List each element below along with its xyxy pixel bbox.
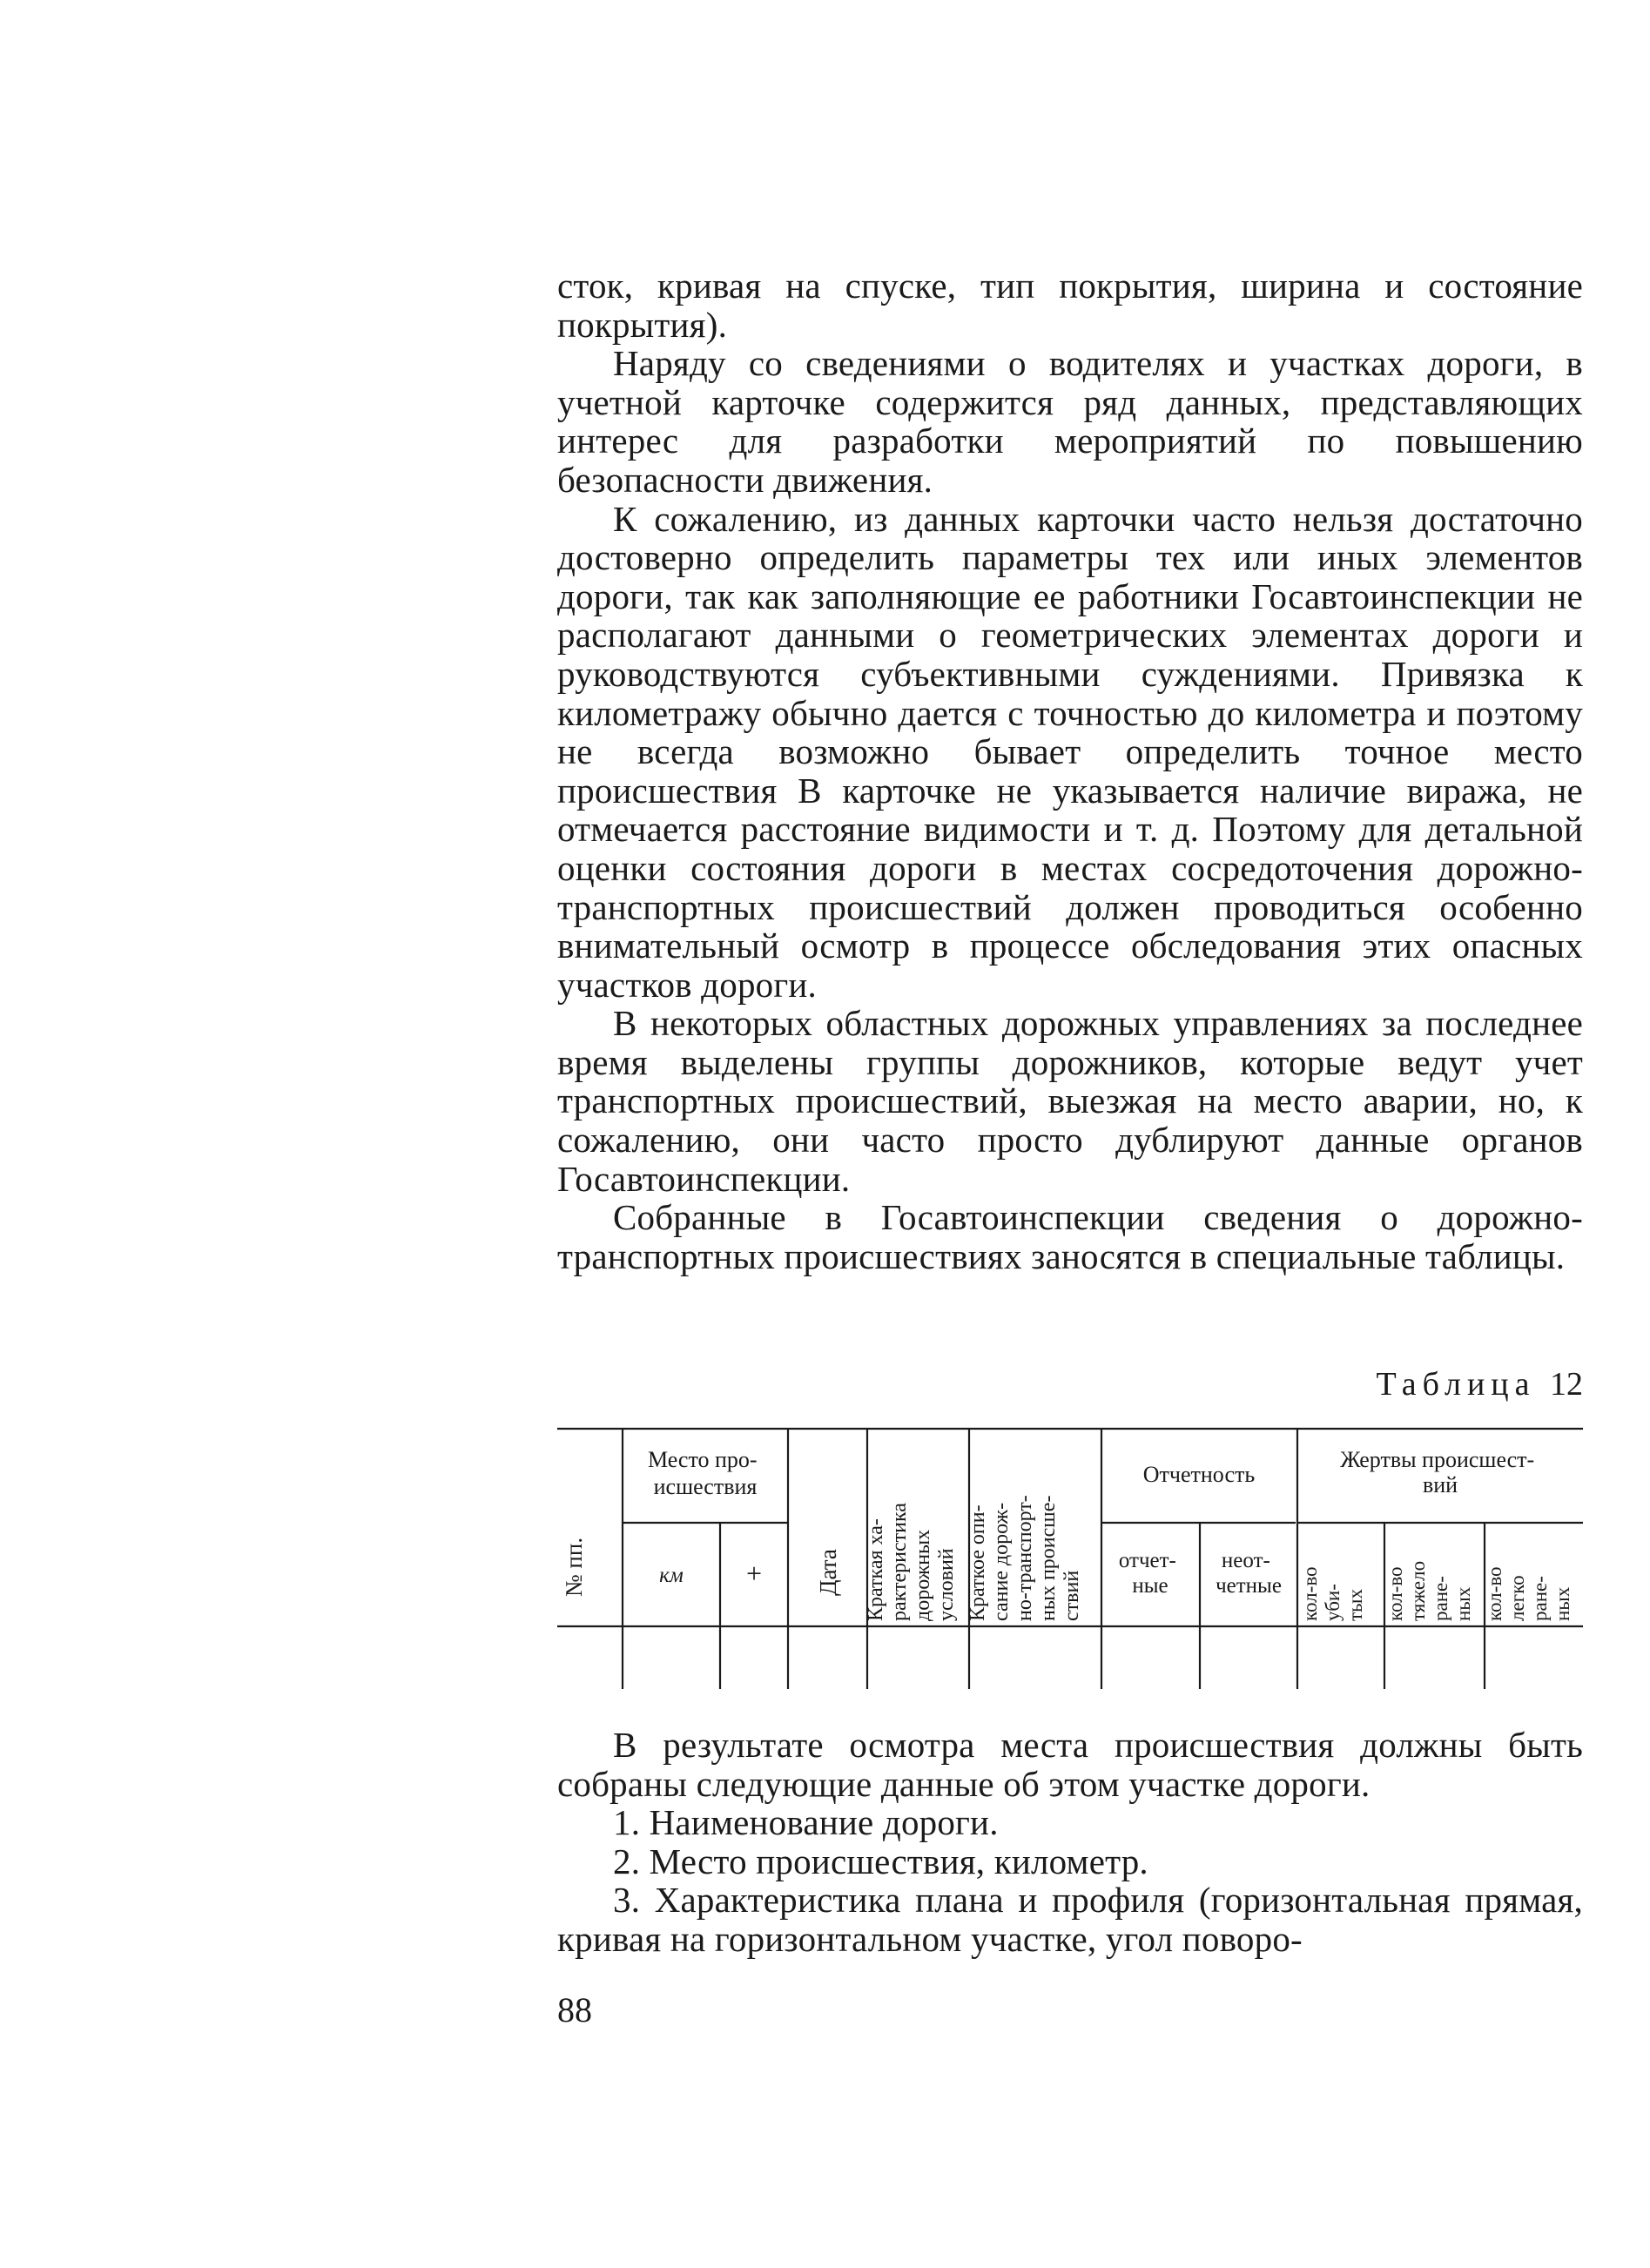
col-date-header: Дата <box>815 1549 841 1596</box>
body-text-bottom <box>557 1726 1583 1959</box>
col-plus-header: + <box>745 1558 763 1589</box>
col-km-header: км <box>659 1564 684 1587</box>
paragraph: К сожалению, из данных карточки часто нельзя достаточно достоверно определить параметры тех или иных элементов дороги, так как заполняющие ее работники Госавтоинспекции не располагают данными о геометрических элементах дороги и руководствуются субъективными суждениями. Привязка к километражу обычно дается с точностью до километра и поэтому не всегда возможно бывает определить точное место происшествия В карточке не указывается наличие виража, не отмечается расстояние видимости и т. д. Поэтому для детальной оценки состояния дороги в местах сосредоточения дорожно-транспортных происшествий должен проводиться особенно внимательный осмотр в процессе обследования этих опасных участков дороги. <box>557 498 1583 1005</box>
svg-text:кол-во тяжело: кол-во тяжело ране- ных <box>1384 1560 1474 1621</box>
paragraph: 2. Место происшествия, километр. <box>613 1841 1148 1881</box>
victims-group-header: Жертвы происшест- вий <box>1340 1447 1535 1497</box>
seriously-injured-header-group <box>1384 1556 1474 1621</box>
paragraph: В результате осмотра места происшествия должны быть собраны следующие данные об этом участке дороги. <box>557 1725 1583 1804</box>
killed-header-group <box>1299 1562 1366 1621</box>
paragraph: сток, кривая на спуске, тип покрытия, ширина и состояние покрытия). <box>557 266 1583 345</box>
col-nonreporting-header: неот- четные <box>1216 1549 1282 1598</box>
svg-text:Краткая ха- рактеристи: Краткая ха- рактеристика дорожных условий <box>865 1503 958 1621</box>
paragraph: В некоторых областных дорожных управлениях за последнее время выделены группы дорожников, которые ведут учет транспортных происшествий, выезжая на место аварии, но, к сожалению, они часто просто дублируют данные органов Госавтоинспекции. <box>557 1003 1583 1199</box>
svg-text:кол-во легко р: кол-во легко ране- ных <box>1484 1566 1573 1621</box>
table-caption <box>1306 1365 1583 1403</box>
body-text-top <box>557 266 1583 1275</box>
place-group-header: Место про- исшествия <box>647 1447 758 1499</box>
table-caption-number: 12 <box>1550 1366 1583 1403</box>
reporting-group-header: Отчетность <box>1142 1462 1256 1487</box>
paragraph: Наряду со сведениями о водителях и участках дороги, в учетной карточке содержится ряд данных, представляющих интерес для разработки мероприятий по повышению безопасности движения. <box>557 343 1583 500</box>
paragraph: 1. Наименование дороги. <box>613 1802 999 1843</box>
road-conditions-header-group <box>865 1497 958 1621</box>
lightly-injured-header-group <box>1484 1562 1573 1621</box>
svg-text:Краткое опи- сание дор: Краткое опи- сание дорож- но-транспорт- ных происше- ствий <box>966 1495 1083 1621</box>
table-caption-word: Таблица <box>1376 1366 1536 1403</box>
col-reporting-header: отчет- ные <box>1118 1549 1176 1598</box>
paragraph: 3. Характеристика плана и профиля (горизонтальная прямая, кривая на горизонтальном участке, угол поворо- <box>557 1880 1583 1959</box>
accident-description-header-group <box>966 1490 1083 1621</box>
page-number: 88 <box>557 1990 592 2029</box>
svg-text:кол-во уби- ты: кол-во уби- тых <box>1299 1566 1366 1621</box>
col-number-header: № пп. <box>561 1537 587 1598</box>
paragraph: Собранные в Госавтоинспекции сведения о дорожно-транспортных происшествиях заносятся в специальные таблицы. <box>557 1197 1583 1276</box>
